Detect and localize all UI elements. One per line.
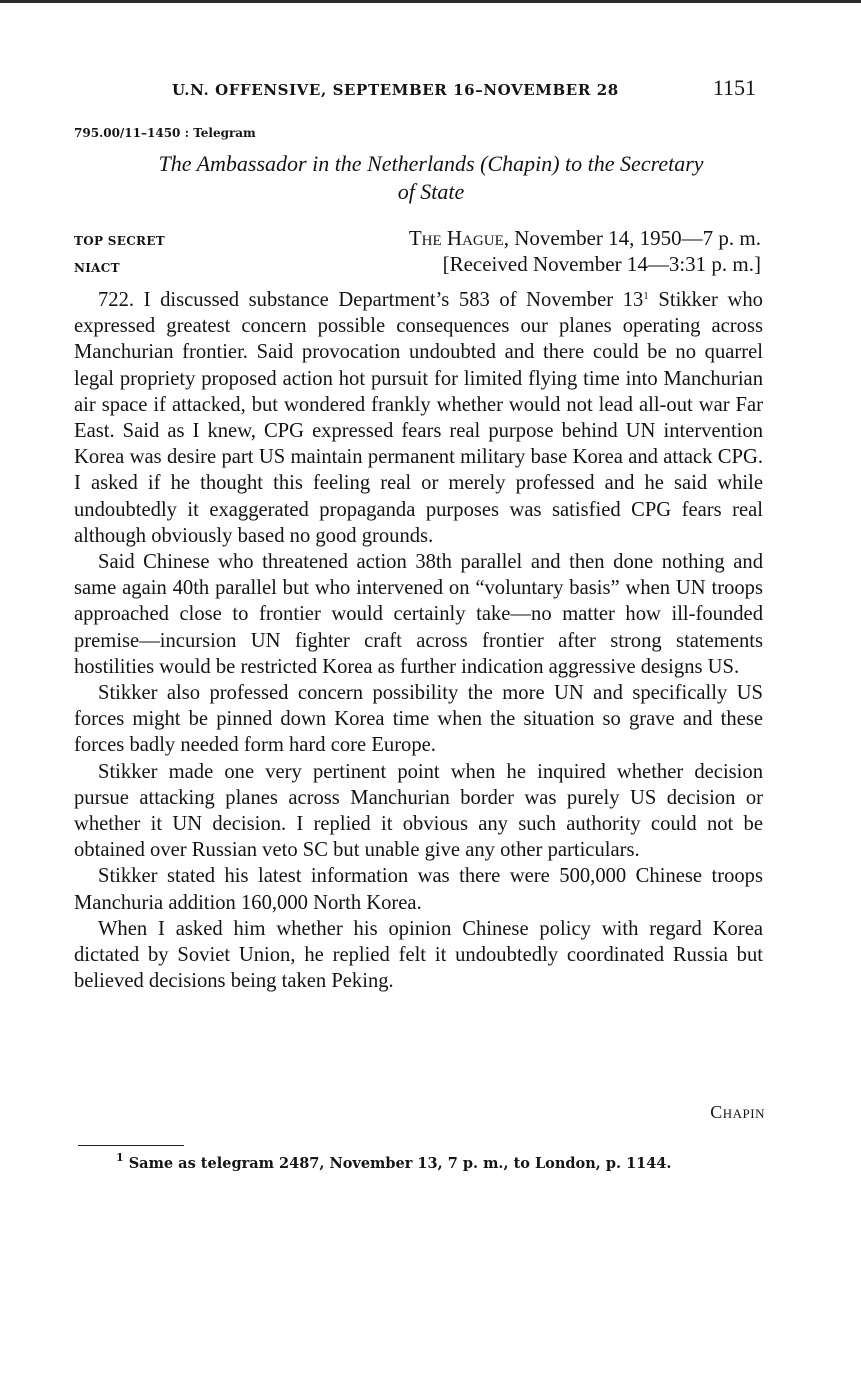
page-top-rule (0, 0, 861, 3)
dateline-sent (409, 226, 761, 251)
document-id: 795.00/11–1450 : Telegram (74, 126, 256, 140)
paragraph-1-rest: Stikker who expressed greatest concern possible consequences our planes operating across Manchurian frontier. Said provocation undoubted and there could be no quarrel legal propriety proposed action hot pursuit for limited flying time into Manchurian air space if attacked, but wondered frankly whether would not lead all-out war Far East. Said as I knew, CPG expressed fears real purpose behind UN intervention Korea was desire part US maintain permanent military base Korea and attack CPG. I asked if he thought this feeling real or merely professed and he said while undoubtedly it exaggerated propaganda purposes was satisfied CPG fears real although obviously based no good grounds. (74, 289, 763, 547)
paragraph-1-text: 722. I discussed substance Department’s 583 of November 13 (98, 289, 644, 311)
signature: Chapin (710, 1102, 765, 1122)
paragraph-5: Stikker stated his latest information was there were 500,000 Chinese troops Manchuria addition 160,000 North Korea. (74, 865, 763, 914)
priority-label: NIACT (74, 261, 120, 275)
footnote (116, 1151, 672, 1172)
paragraph-1 (74, 287, 763, 549)
footnote-text: Same as telegram 2487, November 13, 7 p. m., to London, p. 1144. (123, 1155, 672, 1172)
page-number: 1151 (712, 75, 756, 100)
heading-line-1: The Ambassador in the Netherlands (Chapin) to the Secretary (158, 151, 704, 176)
footnote-mark: 1 (116, 1151, 124, 1164)
footnote-rule (78, 1145, 184, 1146)
paragraph-2: Said Chinese who threatened action 38th parallel and then done nothing and same again 40th parallel but who intervened on “voluntary basis” when UN troops approached close to frontier would certainly take—no matter how ill-founded premise—incursion UN fighter craft across frontier after strong statements hostilities would be restricted Korea as further indication aggressive designs US. (74, 551, 763, 678)
footnote-ref: 1 (643, 290, 649, 302)
dateline-place: The Hague (408, 226, 504, 250)
dateline-received: [Received November 14—3:31 p. m.] (442, 252, 761, 276)
document-heading (80, 150, 782, 206)
paragraph-6: When I asked him whether his opinion Chinese policy with regard Korea dictated by Soviet Union, he replied felt it undoubtedly coordinated Russia but believed decisions being taken Peking. (74, 917, 763, 993)
classification-label: TOP SECRET (74, 234, 165, 248)
telegram-body (74, 287, 763, 994)
dateline-date: , November 14, 1950—7 p. m. (503, 226, 761, 250)
running-head (172, 75, 762, 104)
paragraph-3: Stikker also professed concern possibility the more UN and specifically US forces might be pinned down Korea time when the situation so grave and these forces badly needed form hard core Europe. (74, 682, 763, 757)
paragraph-4: Stikker made one very pertinent point when he inquired whether decision pursue attacking planes across Manchurian border was purely US decision or whether it UN decision. I replied it obvious any such authority could not be obtained over Russian veto SC but unable give any other particulars. (74, 760, 763, 862)
heading-line-2: of State (397, 179, 465, 204)
running-head-title: U.N. OFFENSIVE, SEPTEMBER 16–NOVEMBER 28 (172, 81, 619, 99)
